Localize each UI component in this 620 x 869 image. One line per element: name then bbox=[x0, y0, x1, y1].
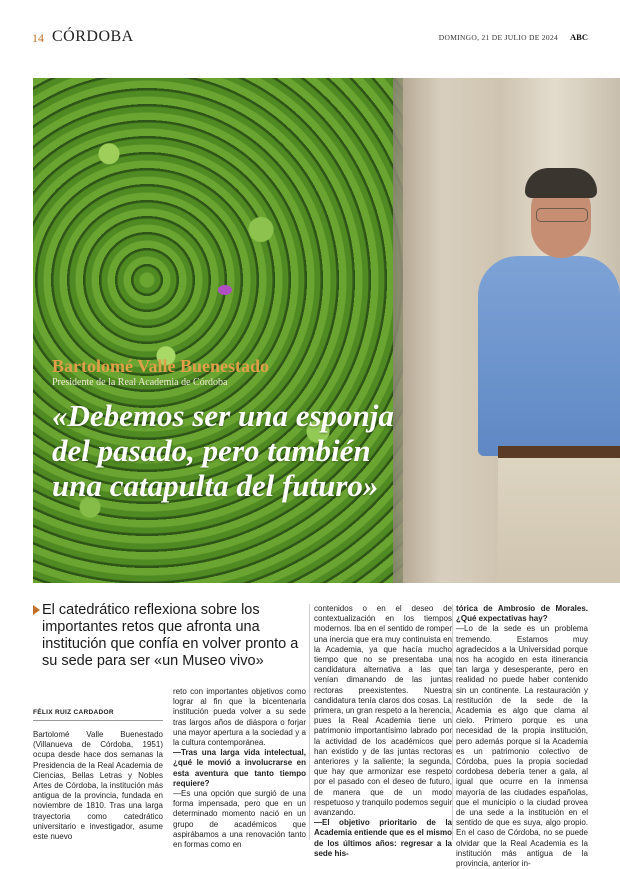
belt bbox=[498, 446, 620, 458]
issue-date: DOMINGO, 21 DE JULIO DE 2024 bbox=[438, 33, 558, 42]
interviewee-role: Presidente de la Real Academia de Córdoba bbox=[52, 377, 228, 388]
section-title: CÓRDOBA bbox=[52, 28, 134, 45]
column-divider bbox=[309, 604, 310, 840]
arrow-icon bbox=[33, 605, 40, 615]
interview-answer: —Es una opción que surgió de una forma impensada, pero que en un determinado momento nació en un grupo de académicos que aspirábamos a una renovación tanto en formas como en bbox=[173, 789, 306, 850]
body-column-4 bbox=[456, 604, 588, 869]
hair bbox=[525, 168, 597, 198]
interview-answer: contenidos o en el deseo de contextualización en los tiempos modernos. Iba en el sentido de romper una inercia que era muy continuista en la Academia, ya que hacía mucho tiempo que no se presentaba una candidatura alternativa a las que venían dimanando de las juntas rectoras preexistentes. Nuestra candidatura tenía claros dos cosas. La primera, un gran respeto a la herencia, pues la Real Academia tiene un patrimonio importantísimo labrado por la actividad de los académicos que han existido y de las juntas rectoras anteriores y la saliente; la segunda, que hay que armonizar ese respeto por el pasado con el deseo de futuro, de manera que de un modo respetuoso y tranquilo podemos seguir avanzando. bbox=[314, 604, 452, 818]
interview-question: —Tras una larga vida intelectual, ¿qué le movió a involucrarse en esta aventura que tanto tiempo requiere? bbox=[173, 748, 306, 788]
standfirst-text: El catedrático reflexiona sobre los importantes retos que afronta una institución que confía en volver pronto a su sede para ser «un Museo vivo» bbox=[42, 602, 299, 669]
body-column-1 bbox=[33, 730, 163, 842]
page-header bbox=[32, 28, 588, 48]
headline-quote: «Debemos ser una esponja del pasado, pero también una catapulta del futuro» bbox=[52, 398, 394, 503]
body-column-2 bbox=[173, 687, 306, 850]
byline: FÉLIX RUIZ CARDADOR bbox=[33, 709, 114, 716]
paragraph: reto con importantes objetivos como lograr al fin que la bicentenaria institución pueda volver a su sede tras largos años de diáspora o forjar una mayor apertura a la sociedad y a la cultura contemporánea. bbox=[173, 687, 306, 748]
column-divider bbox=[452, 604, 453, 840]
brand-logo: ABC bbox=[570, 32, 588, 42]
trousers bbox=[498, 458, 620, 583]
interview-question: tórica de Ambrosio de Morales. ¿Qué expectativas hay? bbox=[456, 604, 588, 624]
body-column-3 bbox=[314, 604, 452, 859]
shirt bbox=[478, 256, 620, 456]
standfirst bbox=[33, 602, 303, 670]
interview-question: —El objetivo prioritario de la Academia entiende que es el mismo de los últimos años: regresar a la sede his- bbox=[314, 818, 452, 858]
glasses bbox=[536, 208, 588, 222]
page-number: 14 bbox=[32, 31, 44, 45]
byline-divider bbox=[33, 720, 163, 721]
interviewee-figure bbox=[443, 168, 620, 583]
interview-answer: —Lo de la sede es un problema tremendo. Estamos muy agradecidos a la Universidad porque nos ha acogido en esta itinerancia tan larga y desesperante, pero en realidad no puede haber contenido sin un continente. La restauración y restitución de la sede de la Academia es algo que clama al cielo. Primero porque es una necesidad de la propia institución, pero además porque si la Academia es un patrimonio colectivo de Córdoba, pues la propia sociedad cordobesa debería tener a gala, al igual que ocurre en la inmensa mayoría de las ciudades españolas, que el municipio o la ciudad provea de una sede a la institución en el sentido de que es suya, algo propio. En el caso de Córdoba, no se puede olvidar que la Real Academia es la institución más antigua de la provincia, anterior in- bbox=[456, 624, 588, 869]
paragraph: Bartolomé Valle Buenestado (Villanueva de Córdoba, 1951) ocupa desde hace dos semanas la Presidencia de la Real Academia de Ciencias, Bellas Letras y Nobles Artes de Córdoba, la institución más antigua de la provincia, fundada en noviembre de 1810. Tras una larga trayectoria como catedrático universitario e investigador, asume este nuevo bbox=[33, 730, 163, 842]
interviewee-name: Bartolomé Valle Buenestado bbox=[52, 356, 270, 376]
portrait-photo bbox=[33, 78, 620, 583]
flower bbox=[218, 285, 232, 295]
ivy-wall bbox=[33, 78, 413, 583]
